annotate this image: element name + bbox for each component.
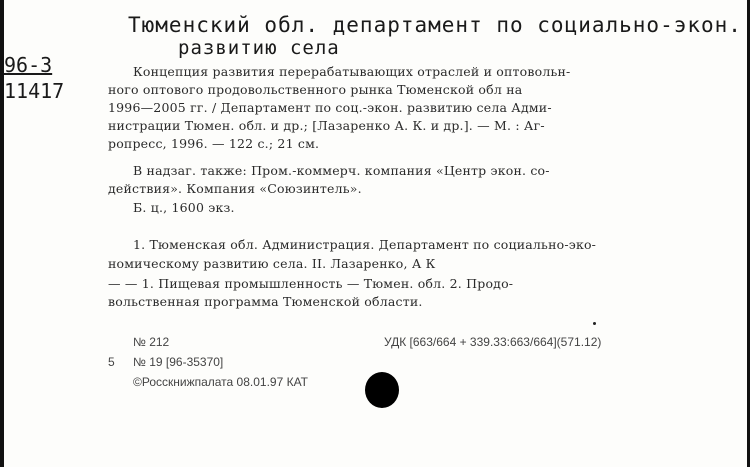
handwritten-heading-line1: Тюменский обл. департамент по социально-экон. <box>128 13 742 37</box>
main-entry-line: нистрации Тюмен. обл. и др.; [Лазаренко А. К. и др.]. — М. : Аг- <box>108 118 545 133</box>
ink-speck <box>593 322 596 325</box>
main-entry-line: Концепция развития перерабатывающих отраслей и оптовольн- <box>133 64 571 79</box>
shelfmark <box>4 52 64 104</box>
shelfmark-line1: 96-3 <box>4 53 53 77</box>
tracing-line: — — 1. Пищевая промышленность — Тюмен. обл. 2. Продо- <box>108 276 514 291</box>
footer-number: № 212 <box>133 335 170 349</box>
footer-copyright: ©Росскнижпалата 08.01.97 КАТ <box>133 375 308 389</box>
note-line: действия». Компания «Союзинтель». <box>108 181 362 196</box>
main-entry-line: ропресс, 1996. — 122 с.; 21 см. <box>108 136 320 151</box>
main-entry-line: 1996—2005 гг. / Департамент по соц.-экон. развитию села Адми- <box>108 100 552 115</box>
note-line: В надзаг. также: Пром.-коммерч. компания «Центр экон. со- <box>133 163 550 178</box>
tracing-line: вольственная программа Тюменской области. <box>108 294 423 309</box>
footer-udk: УДК [663/664 + 339.33:663/664](571.12) <box>384 335 602 349</box>
tracing-line: 1. Тюменская обл. Администрация. Департамент по социально-эко- <box>133 237 597 252</box>
main-entry-line: ного оптового продовольственного рынка Тюменской обл на <box>108 82 523 97</box>
footer-line2: № 19 [96-35370] <box>133 355 224 369</box>
handwritten-heading-line2: развитию села <box>178 37 340 59</box>
footer-line2-prefix: 5 <box>108 355 115 369</box>
punch-hole <box>365 372 399 408</box>
shelfmark-line2: 11417 <box>4 79 65 103</box>
tracing-line: номическому развитию села. II. Лазаренко, А К <box>108 256 436 271</box>
note-line: Б. ц., 1600 экз. <box>133 200 235 215</box>
